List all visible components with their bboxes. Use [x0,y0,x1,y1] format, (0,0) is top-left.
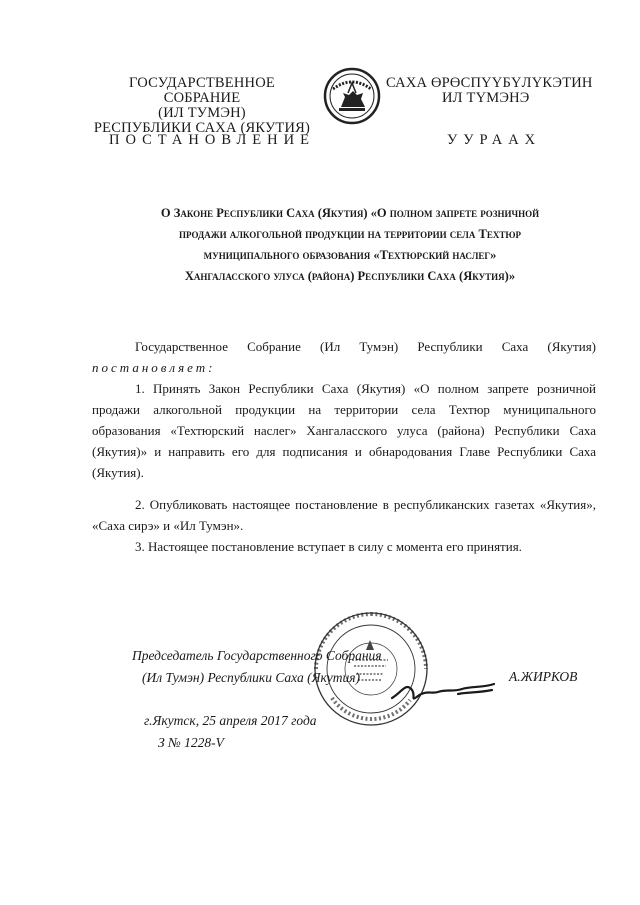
header-right-line-2: ИЛ ТҮМЭНЭ [442,90,530,106]
header-left-line-1: ГОСУДАРСТВЕННОЕ СОБРАНИЕ [129,75,275,106]
title-line-3: муниципального образования «Техтюрский наслег» [203,248,497,262]
document-number: З № 1228-V [158,735,224,750]
handwritten-signature [388,672,498,708]
coat-of-arms-emblem-icon [323,67,381,125]
header-left [92,76,312,136]
header-left-line-2: (ИЛ ТУМЭН) [158,105,246,121]
title-line-4: Хангаласского улуса (района) Республики Саха (Якутия)» [184,269,516,283]
header-right [386,76,606,106]
body-intro: Государственное Собрание (Ил Тумэн) Республики Саха (Якутия) [135,339,596,354]
doc-type-yakut: УУРААХ [447,132,542,148]
title-line-2: продажи алкогольной продукции на территории села Техтюр [179,227,521,241]
document-title [90,203,610,287]
body-item-1: 1. Принять Закон Республики Саха (Якутия) «О полном запрете розничной продажи алкогольной продукции на территории села Техтюр муниципального образования «Техтюрский наслег» Хангаласского улуса (района) Республики Саха (Якутия)» и направить его для подписания и обнародования Главе Республики Саха (Якутия). [92,381,596,480]
header-right-line-1: САХА ӨРӨСПҮҮБҮЛҮКЭТИН [386,75,593,91]
signatory-name: А.ЖИРКОВ [509,669,578,684]
body-item-3: 3. Настоящее постановление вступает в силу с момента его принятия. [135,539,522,554]
title-line-1: О Законе Республики Саха (Якутия) «О полном запрете розничной [160,206,540,220]
place-and-date: г.Якутск, 25 апреля 2017 года [144,713,317,728]
signatory-role [132,645,402,689]
body-item-2: 2. Опубликовать настоящее постановление в республиканских газетах «Якутия», «Саха сирэ» и «Ил Тумэн». [92,497,596,533]
doc-type-russian: ПОСТАНОВЛЕНИЕ [109,132,315,148]
signatory-role-line-2: (Ил Тумэн) Республики Саха (Якутия) [142,670,361,685]
body-resolves: постановляет: [92,360,216,375]
signatory-role-line-1: Председатель Государственного Собрания [132,648,382,663]
header-left-line-3: РЕСПУБЛИКИ САХА (ЯКУТИЯ) [93,120,311,136]
